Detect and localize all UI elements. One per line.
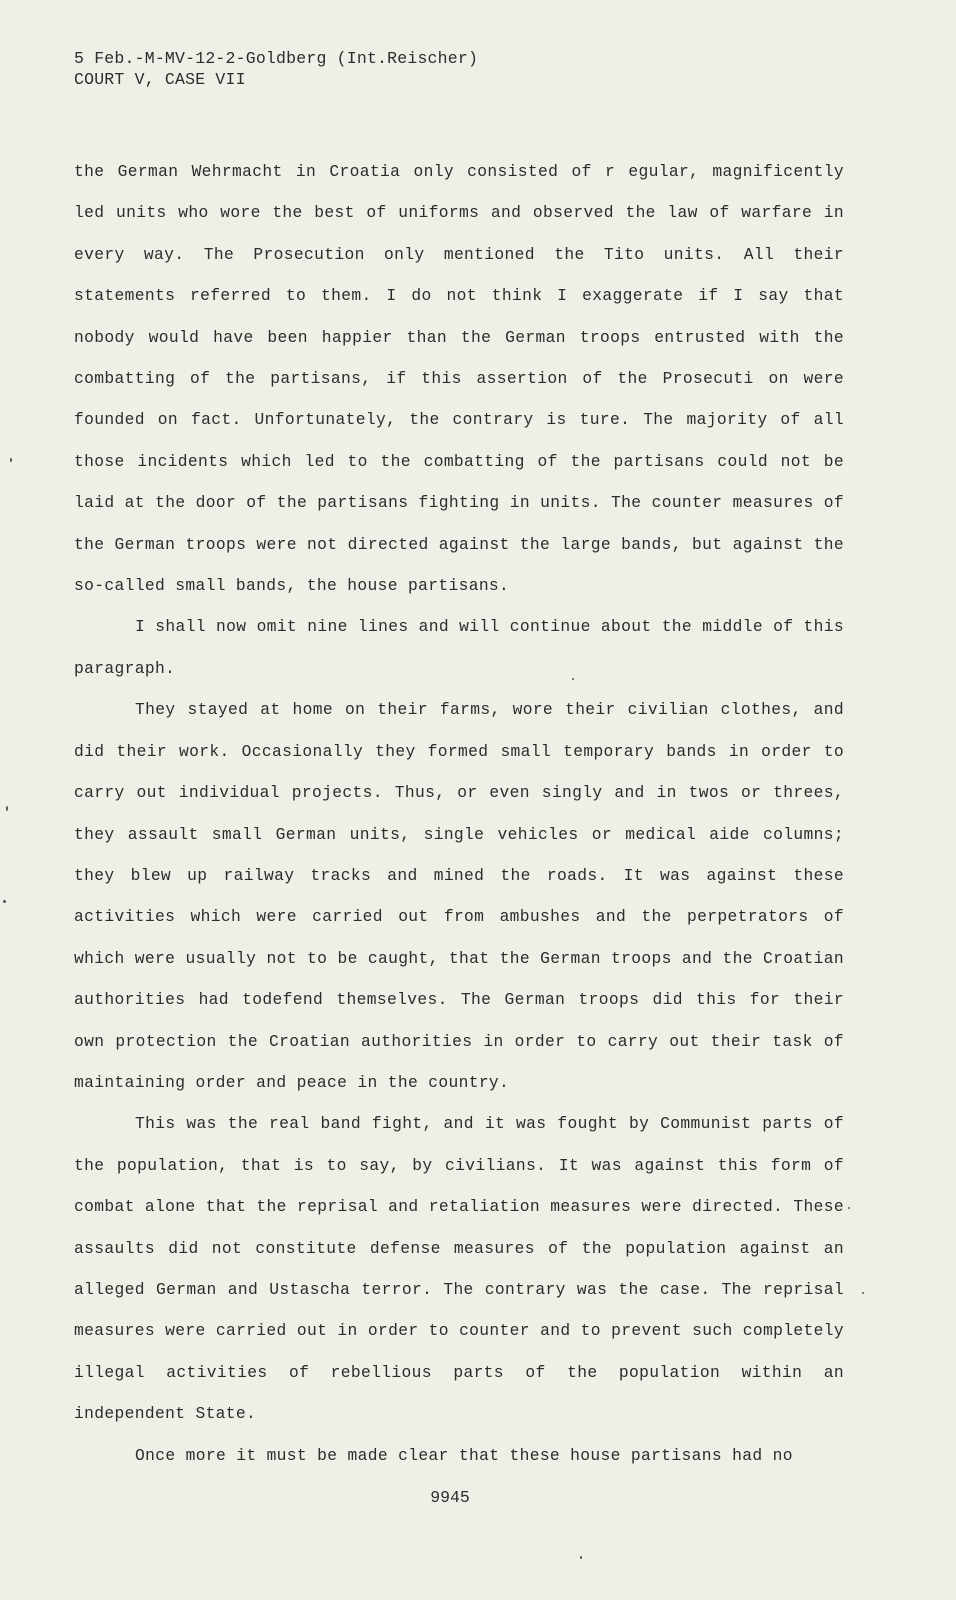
paper-speck xyxy=(10,458,12,462)
header-line-2: COURT V, CASE VII xyxy=(74,70,246,89)
page-number: 9945 xyxy=(430,1488,470,1507)
paragraph: Once more it must be made clear that these house partisans had no xyxy=(135,1445,793,1465)
paper-speck xyxy=(3,900,6,903)
paper-speck xyxy=(862,1292,864,1294)
paragraph: This was the real band fight, and it was fought by Communist parts of the population, that is to say, by civilians. It was against this form of combat alone that the reprisal and retaliation measures were directed. These assaults did not constitute defense measures of the population against an alleged German and Ustascha terror. The contrary was the case. The reprisal measures were carried out in order to counter and to prevent such completely illegal activities of rebellious parts of the population within an independent State. xyxy=(74,1114,844,1424)
document-header xyxy=(74,48,478,90)
paper-speck xyxy=(848,1207,850,1209)
paper-speck xyxy=(580,1556,582,1559)
paper-speck xyxy=(6,806,8,811)
paper-speck xyxy=(572,678,574,680)
paragraph: They stayed at home on their farms, wore their civilian clothes, and did their work. Occasionally they formed small temporary bands in order to carry out individual projects. Thus, or even singly and in twos or threes, they assault small German units, single vehicles or medical aide columns; they blew up railway tracks and mined the roads. It was against these activities which were carried out from ambushes and the perpetrators of which were usually not to be caught, that the German troops and the Croatian authorities had todefend themselves. The German troops did this for their own protection the Croatian authorities in order to carry out their task of maintaining order and peace in the country. xyxy=(74,700,844,1092)
paragraph: I shall now omit nine lines and will continue about the middle of this paragraph. xyxy=(74,617,844,678)
document-body xyxy=(74,151,844,1476)
header-line-1: 5 Feb.-M-MV-12-2-Goldberg (Int.Reischer) xyxy=(74,49,479,68)
paragraph: the German Wehrmacht in Croatia only consisted of r egular, magnificently led units who wore the best of uniforms and observed the law of warfare in every way. The Prosecution only mentioned the Tito units. All their statements referred to them. I do not think I exaggerate if I say that nobody would have been happier than the German troops entrusted with the combatting of the partisans, if this assertion of the Prosecuti on were founded on fact. Unfortunately, the contrary is ture. The majority of all those incidents which led to the combatting of the partisans could not be laid at the door of the partisans fighting in units. The counter measures of the German troops were not directed against the large bands, but against the so-called small bands, the house partisans. xyxy=(74,162,844,596)
